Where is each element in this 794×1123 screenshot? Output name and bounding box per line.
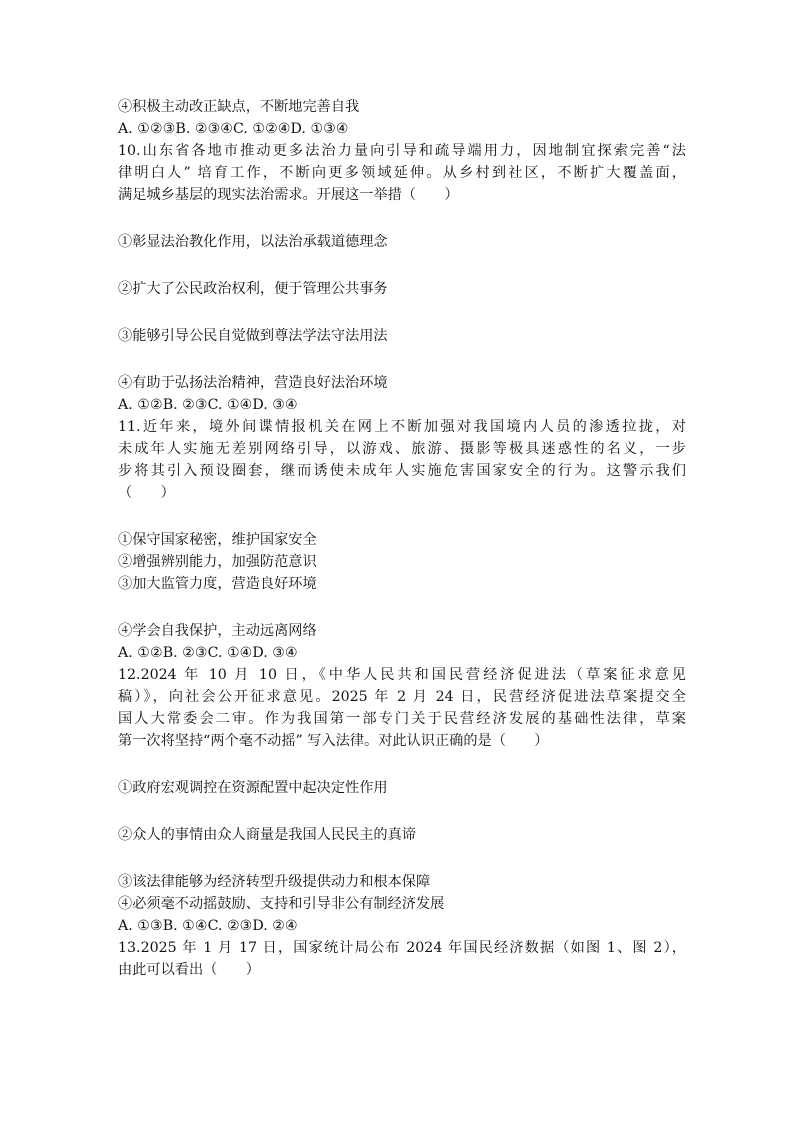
answer-choices: A. ①②③B. ②③④C. ①②④D. ①③④ — [118, 121, 349, 137]
question-12-text: 国人大常委会二审。作为我国第一部专门关于民营经济发展的基础性法律，草案 — [118, 711, 686, 727]
option-line: ④必须毫不动摇鼓励、支持和引导非公有制经济发展 — [118, 896, 445, 912]
answer-choices: A. ①②B. ②③C. ①④D. ③④ — [118, 397, 298, 413]
question-11-text: 11.近年来，境外间谍情报机关在网上不断加强对我国境内人员的渗透拉拢，对 — [118, 419, 686, 435]
question-12-text: 稿）》，向社会公开征求意见。2025 年 2 月 24 日，民营经济促进法草案提交全 — [118, 689, 686, 705]
question-13-text: 13.2025 年 1 月 17 日，国家统计局公布 2024 年国民经济数据（如图 1、图 2）， — [118, 940, 686, 956]
question-12-text: 12.2024 年 10 月 10 日，《中华人民共和国民营经济促进法（草案征求意见 — [118, 667, 686, 683]
option-line: ①保守国家秘密，维护国家安全 — [118, 532, 317, 548]
option-line: ④有助于弘扬法治精神，营造良好法治环境 — [118, 375, 388, 391]
option-line: ②扩大了公民政治权利，便于管理公共事务 — [118, 281, 388, 297]
question-11-text: 未成年人实施无差别网络引导，以游戏、旅游、摄影等极具迷惑性的名义，一步 — [118, 441, 686, 457]
option-line: ①彰显法治教化作用，以法治承载道德理念 — [118, 234, 388, 250]
option-line: ②增强辨别能力，加强防范意识 — [118, 554, 317, 570]
option-line: ④积极主动改正缺点，不断地完善自我 — [118, 99, 360, 115]
option-line: ③该法律能够为经济转型升级提供动力和根本保障 — [118, 874, 431, 890]
question-11-text: 步将其引入预设圈套，继而诱使未成年人实施危害国家安全的行为。这警示我们 — [118, 463, 686, 479]
question-13-text: 由此可以看出（ ） — [118, 962, 260, 978]
option-line: ①政府宏观调控在资源配置中起决定性作用 — [118, 780, 388, 796]
answer-choices: A. ①②B. ②③C. ①④D. ③④ — [118, 645, 298, 661]
question-12-text: 第一次将坚持“两个毫不动摇” 写入法律。对此认识正确的是（ ） — [118, 733, 549, 749]
question-10-text: 满足城乡基层的现实法治需求。开展这一举措（ ） — [118, 187, 459, 203]
option-line: ④学会自我保护，主动远离网络 — [118, 623, 317, 639]
question-10-text: 律明白人” 培育工作，不断向更多领域延伸。从乡村到社区，不断扩大覆盖面， — [118, 165, 686, 181]
answer-choices: A. ①③B. ①④C. ②③D. ②④ — [118, 918, 298, 934]
document-page — [118, 96, 686, 981]
question-11-text: （ ） — [118, 485, 175, 501]
option-line: ③加大监管力度，营造良好环境 — [118, 576, 317, 592]
question-10-text: 10.山东省各地市推动更多法治力量向引导和疏导端用力，因地制宜探索完善“法 — [118, 143, 686, 159]
option-line: ③能够引导公民自觉做到尊法学法守法用法 — [118, 328, 388, 344]
option-line: ②众人的事情由众人商量是我国人民民主的真谛 — [118, 827, 416, 843]
